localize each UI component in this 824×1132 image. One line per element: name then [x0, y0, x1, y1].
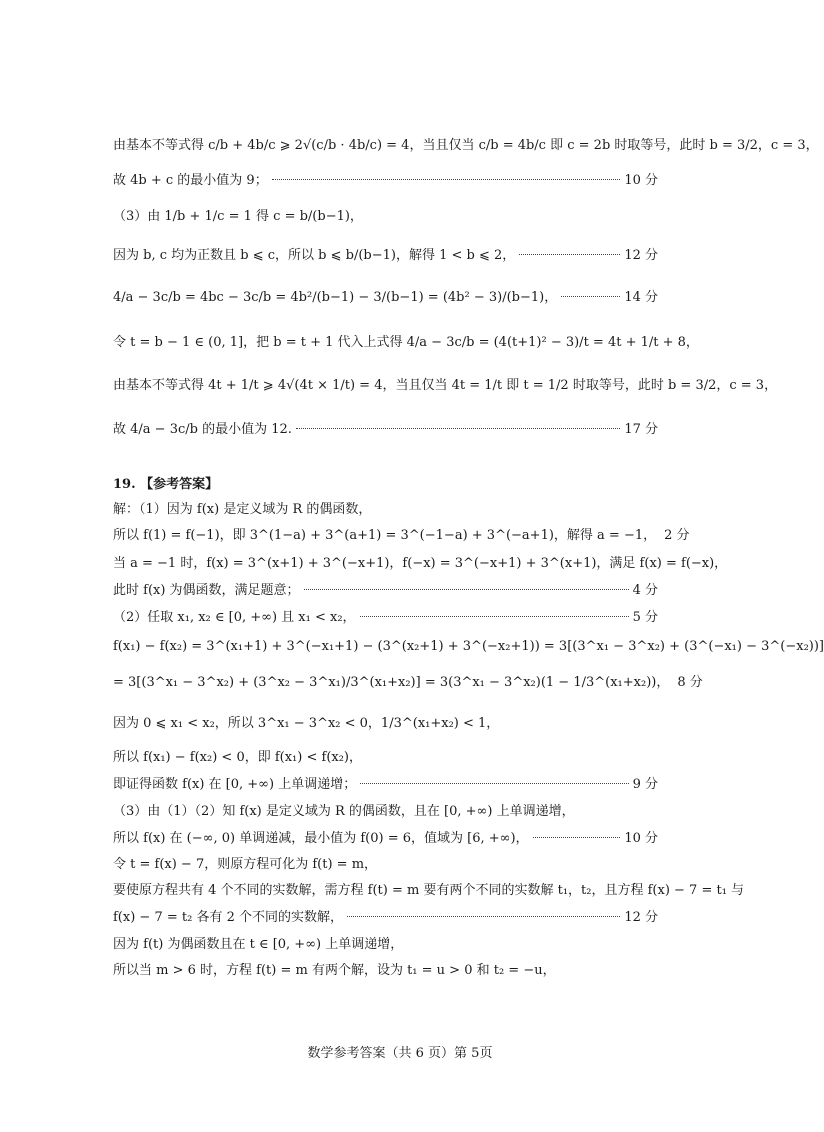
line-21	[113, 830, 658, 848]
dot-leader	[519, 254, 620, 255]
dot-leader	[533, 837, 621, 838]
line-text: 由基本不等式得 c/b + 4b/c ⩾ 2√(c/b · 4b/c) = 4，当且仅当 c/b = 4b/c 即 c = 2b 时取等号，此时 b = 3/2，c = 3，	[113, 138, 819, 153]
line-6	[113, 334, 699, 352]
line-text: = 3[(3^x₁ − 3^x₂) + (3^x₂ − 3^x₁)/3^(x₁+x₂)] = 3(3^x₁ − 3^x₂)(1 − 1/3^(x₁+x₂))，	[113, 675, 670, 690]
line-14	[113, 609, 658, 627]
line-23	[113, 882, 745, 900]
question-19-heading	[113, 476, 658, 494]
line-26	[113, 962, 658, 980]
dot-leader	[360, 616, 629, 617]
line-24	[113, 909, 658, 927]
line-12	[113, 555, 728, 573]
line-2	[113, 172, 658, 190]
dot-leader	[296, 428, 620, 429]
score-label: 17 分	[624, 422, 658, 437]
score-label: 4 分	[632, 583, 658, 598]
line-text: 4/a − 3c/b = 4bc − 3c/b = 4b²/(b−1) − 3/(b−1) = (4b² − 3)/(b−1)，	[113, 290, 558, 305]
line-text: 所以 f(x₁) − f(x₂) < 0，即 f(x₁) < f(x₂)，	[113, 750, 362, 765]
line-22	[113, 856, 658, 874]
line-13	[113, 582, 658, 600]
score-label: 5 分	[632, 610, 658, 625]
line-5	[113, 289, 658, 307]
line-text: 故 4b + c 的最小值为 9；	[113, 173, 268, 188]
line-text: （3）由 1/b + 1/c = 1 得 c = b/(b−1)，	[113, 209, 363, 224]
dot-leader	[304, 589, 629, 590]
score-label: 10 分	[624, 173, 658, 188]
line-16	[113, 674, 703, 692]
line-text: 由基本不等式得 4t + 1/t ⩾ 4√(4t × 1/t) = 4，当且仅当 4t = 1/t 即 t = 1/2 时取等号，此时 b = 3/2，c = 3，	[113, 378, 778, 393]
line-4	[113, 247, 658, 265]
line-19	[113, 776, 658, 794]
dot-leader	[272, 179, 621, 180]
line-8	[113, 421, 658, 439]
line-text: 令 t = b − 1 ∈ (0, 1]，把 b = t + 1 代入上式得 4/a − 3c/b = (4(t+1)² − 3)/t = 4t + 1/t + 8，	[113, 335, 699, 350]
score-label: 14 分	[624, 290, 658, 305]
score-label: 12 分	[624, 910, 658, 925]
line-7	[113, 377, 778, 395]
line-text: f(x) − 7 = t₂ 各有 2 个不同的实数解，	[113, 910, 343, 925]
line-text: （3）由（1）（2）知 f(x) 是定义域为 R 的偶函数，且在 [0, +∞) 上单调递增，	[113, 804, 575, 819]
line-17	[113, 715, 658, 733]
line-text: （2）任取 x₁, x₂ ∈ [0, +∞) 且 x₁ < x₂，	[113, 610, 356, 625]
score-label: 2 分	[664, 528, 690, 543]
dot-leader	[561, 296, 620, 297]
page-footer: 数学参考答案（共 6 页）第 5页	[307, 1046, 493, 1061]
line-text: 19. 【参考答案】	[113, 477, 219, 492]
line-text: 令 t = f(x) − 7，则原方程可化为 f(t) = m，	[113, 857, 378, 872]
line-18	[113, 749, 658, 767]
line-text: 因为 0 ⩽ x₁ < x₂，所以 3^x₁ − 3^x₂ < 0，1/3^(x₁+x₂) < 1，	[113, 716, 500, 731]
line-10	[113, 501, 658, 519]
line-3	[113, 208, 658, 226]
line-text: 所以当 m > 6 时，方程 f(t) = m 有两个解，设为 t₁ = u > 0 和 t₂ = −u，	[113, 963, 556, 978]
line-text: 当 a = −1 时，f(x) = 3^(x+1) + 3^(−x+1)，f(−x) = 3^(−x+1) + 3^(x+1)，满足 f(x) = f(−x)，	[113, 556, 728, 571]
line-text: 即证得函数 f(x) 在 [0, +∞) 上单调递增；	[113, 777, 357, 792]
dot-leader	[347, 916, 620, 917]
line-text: f(x₁) − f(x₂) = 3^(x₁+1) + 3^(−x₁+1) − (3^(x₂+1) + 3^(−x₂+1)) = 3[(3^x₁ − 3^x₂) + (3^(−x₁) − 3^(−x₂))]	[113, 639, 824, 654]
line-text: 解：（1）因为 f(x) 是定义域为 R 的偶函数，	[113, 502, 372, 517]
line-25	[113, 936, 658, 954]
line-1	[113, 137, 819, 155]
score-label: 10 分	[624, 831, 658, 846]
line-15	[113, 638, 824, 656]
line-text: 所以 f(x) 在 (−∞, 0) 单调递减，最小值为 f(0) = 6，值域为 [6, +∞)，	[113, 831, 529, 846]
line-text: 因为 f(t) 为偶函数且在 t ∈ [0, +∞) 上单调递增，	[113, 937, 404, 952]
score-label: 12 分	[624, 248, 658, 263]
line-text: 所以 f(1) = f(−1)，即 3^(1−a) + 3^(a+1) = 3^(−1−a) + 3^(−a+1)，解得 a = −1，	[113, 528, 657, 543]
dot-leader	[360, 783, 628, 784]
line-11	[113, 527, 690, 545]
line-text: 故 4/a − 3c/b 的最小值为 12.	[113, 422, 292, 437]
line-text: 要使原方程共有 4 个不同的实数解，需方程 f(t) = m 要有两个不同的实数解 t₁，t₂，且方程 f(x) − 7 = t₁ 与	[113, 883, 745, 898]
line-20	[113, 803, 658, 821]
score-label: 9 分	[632, 777, 658, 792]
line-text: 此时 f(x) 为偶函数，满足题意；	[113, 583, 300, 598]
score-label: 8 分	[677, 675, 703, 690]
line-text: 因为 b, c 均为正数且 b ⩽ c，所以 b ⩽ b/(b−1)，解得 1 < b ⩽ 2，	[113, 248, 516, 263]
